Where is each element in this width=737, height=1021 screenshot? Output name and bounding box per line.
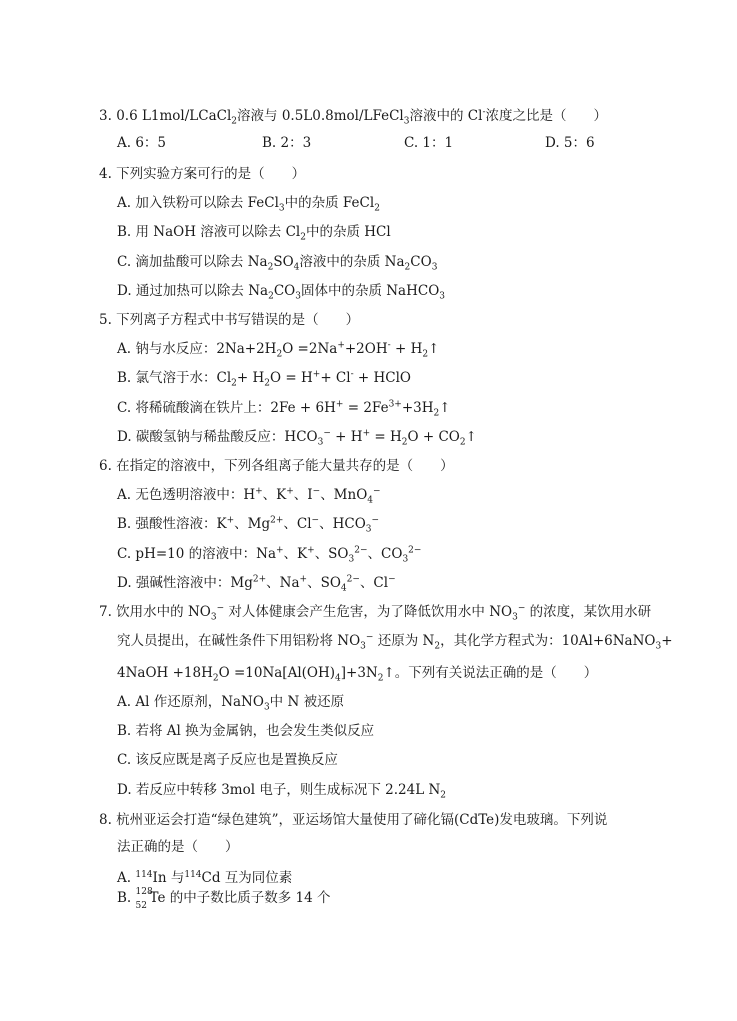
question-3-option-a: A. 6：5 [117, 135, 167, 151]
question-6-option-c: C. pH=10 的溶液中：Na+、K+、$SO_3^{2-}$、$CO_3^{2-}$ [117, 545, 422, 565]
question-7-stem-line-1: 7. 饮用水中的 $NO_3^-$ 对人体健康会产生危害，为了降低饮用水中 $NO_3^-$ 的浓度，某饮用水研 [99, 603, 652, 623]
question-8-stem-line-1: 8. 杭州亚运会打造“绿色建筑”，亚运场馆大量使用了碲化镉(CdTe)发电玻璃。下列说 [99, 812, 608, 828]
question-7-stem-line-3: 4NaOH $+18H_2O$ $=10Na[Al(OH)_4]+3N_2↑$。下列有关说法正确的是（ ） [117, 665, 598, 684]
question-6-option-b: B. 强酸性溶液：K+、$Mg^{2+}$、Cl−、$HCO_3^-$ [117, 515, 380, 535]
question-5-option-b: B. 氯气溶于水：$Cl_2+ H_2O = H^++ Cl^-$ + HClO [117, 369, 411, 389]
question-5-stem: 5. 下列离子方程式中书写错误的是（ ） [99, 312, 360, 328]
question-5-option-c: C. 将稀硫酸滴在铁片上：$2Fe + 6H^+ = 2Fe^{3+}+3H_2↑$ [117, 399, 451, 419]
question-8-stem-line-2: 法正确的是（ ） [117, 839, 239, 855]
question-3-option-c: C. 1：1 [404, 135, 454, 151]
question-7-option-b: B. 若将 Al 换为金属钠，也会发生类似反应 [117, 723, 375, 739]
question-4-option-b: B. 用 NaOH 溶液可以除去 $Cl_2$中的杂质 HCl [117, 224, 391, 243]
question-5-option-d: D. 碳酸氢钠与稀盐酸反应：$HCO_3^- + H^+ = H_2O$ + $CO_2↑$ [117, 428, 477, 448]
question-7-stem-line-2: 究人员提出，在碱性条件下用铝粉将 $NO_3^-$ 还原为 $N_2$，其化学方程式为：10Al+6NaNO$_3$+ [117, 632, 673, 652]
question-7-option-a: A. Al 作还原剂，NaNO$_3$中 N 被还原 [117, 694, 345, 713]
question-3-option-d: D. 5：6 [545, 135, 595, 151]
question-4-option-c: C. 滴加盐酸可以除去 $Na_2SO_4$溶液中的杂质 $Na_2CO_3$ [117, 254, 438, 273]
question-3-stem: 3. 0.6 L1mol/LCaCl$_2$溶液与 0.5L0.8mol/LFeCl$_3$溶液中的 Cl-浓度之比是（ ） [99, 107, 607, 127]
question-6-option-a: A. 无色透明溶液中：H+、K+、I−、MnO$_4$− [117, 486, 381, 506]
nuclide-notation: 128 52 [135, 887, 153, 911]
question-7-option-d: D. 若反应中转移 3mol 电子，则生成标况下 2.24L $N_2$ [117, 782, 446, 801]
question-7-option-c: C. 该反应既是离子反应也是置换反应 [117, 752, 338, 768]
question-8-option-a: A. $^{114}$In 与$^{114}$Cd 互为同位素 [117, 870, 293, 886]
question-4-option-d: D. 通过加热可以除去 $Na_2CO_3$固体中的杂质 NaHCO$_3$ [117, 283, 446, 302]
question-6-option-d: D. 强碱性溶液中：$Mg^{2+}$、Na+、$SO_4^{2-}$、Cl− [117, 574, 396, 594]
question-3-option-b: B. 2：3 [262, 135, 312, 151]
question-4-option-a: A. 加入铁粉可以除去 FeCl$_3$中的杂质 FeCl$_2$ [117, 195, 380, 214]
question-8-option-b: B. 128 52 Te 的中子数比质子数多 14 个 [117, 887, 331, 911]
question-4-stem: 4. 下列实验方案可行的是（ ） [99, 166, 306, 182]
question-6-stem: 6. 在指定的溶液中，下列各组离子能大量共存的是（ ） [99, 458, 454, 474]
question-5-option-a: A. 钠与水反应：$2Na+2H_2O =2Na^++2OH^-$ + $H_2↑$ [117, 340, 440, 360]
